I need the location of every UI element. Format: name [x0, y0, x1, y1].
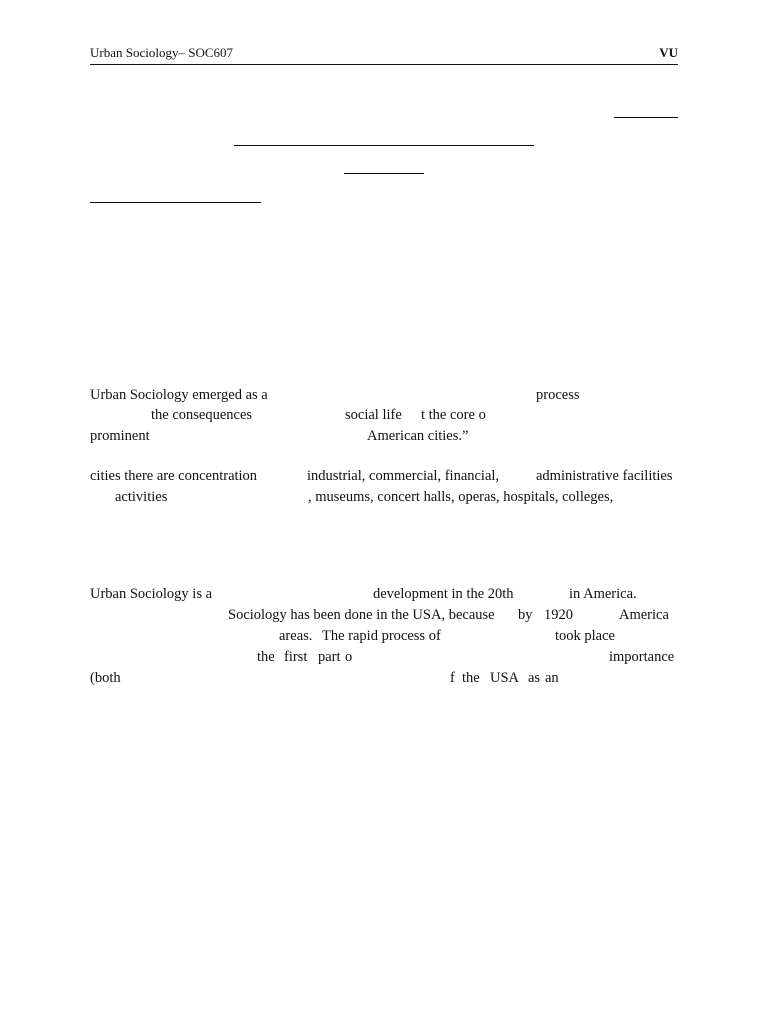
p3-line2-text-c: 1920 — [544, 607, 573, 623]
p3-line5-text-e: as — [528, 670, 541, 686]
p3-line5-text-c: the — [462, 670, 480, 686]
p3-line5-text-d: USA — [490, 670, 520, 686]
header-divider — [90, 64, 678, 65]
p2-line1-text-b: industrial, commercial, financial, — [307, 468, 500, 484]
p1-line1-text-a: Urban Sociology emerged as a — [90, 387, 268, 403]
p1-line2-text-a: the consequences — [151, 407, 253, 423]
p3-line5-text-f: an — [545, 670, 559, 686]
underline-subtitle — [344, 173, 424, 174]
p2-line1-text-c: administrative facilities — [536, 468, 673, 484]
p3-line1-text-a: Urban Sociology is a — [90, 586, 213, 602]
p2-line1-text-a: cities there are concentration — [90, 468, 258, 484]
p1-line3-text-a: prominent — [90, 428, 150, 444]
running-header-institution: VU — [659, 45, 678, 60]
p2-line2-text-a: activities — [115, 489, 168, 505]
p3-line4-text-e: importance — [609, 649, 675, 665]
p3-line1-text-c: in America. — [569, 586, 637, 602]
p3-line5-text-a: (both — [90, 670, 121, 686]
p3-line4-text-b: first — [284, 649, 308, 665]
p3-line3-text-a: areas. — [279, 628, 313, 644]
p3-line4-text-c: part — [318, 649, 341, 665]
p3-line4-text-d: o — [345, 649, 353, 665]
p3-line2-text-b: by — [518, 607, 533, 623]
p3-line5-text-b: f — [450, 670, 455, 686]
p1-line3-text-b: American cities.” — [367, 428, 469, 444]
p2-line2-text-b: , museums, concert halls, operas, hospitals, colleges, — [308, 489, 614, 505]
p3-line4-text-a: the — [257, 649, 275, 665]
p3-line2-text-a: Sociology has been done in the USA, because — [228, 607, 495, 623]
p3-line3-text-c: took place — [555, 628, 615, 644]
p3-line2-text-d: America — [619, 607, 669, 623]
p3-line3-text-b: The rapid process of — [322, 628, 441, 644]
underline-lecture-title — [234, 145, 534, 146]
p1-line1-text-b: process — [536, 387, 580, 403]
underline-section-heading — [90, 202, 261, 203]
p1-line2-text-b: social life — [345, 407, 402, 423]
p3-line1-text-b: development in the 20th — [373, 586, 514, 602]
running-header-course: Urban Sociology– SOC607 — [90, 45, 233, 60]
p1-line2-text-c: t the core o — [421, 407, 486, 423]
underline-lecture-number — [614, 117, 678, 118]
